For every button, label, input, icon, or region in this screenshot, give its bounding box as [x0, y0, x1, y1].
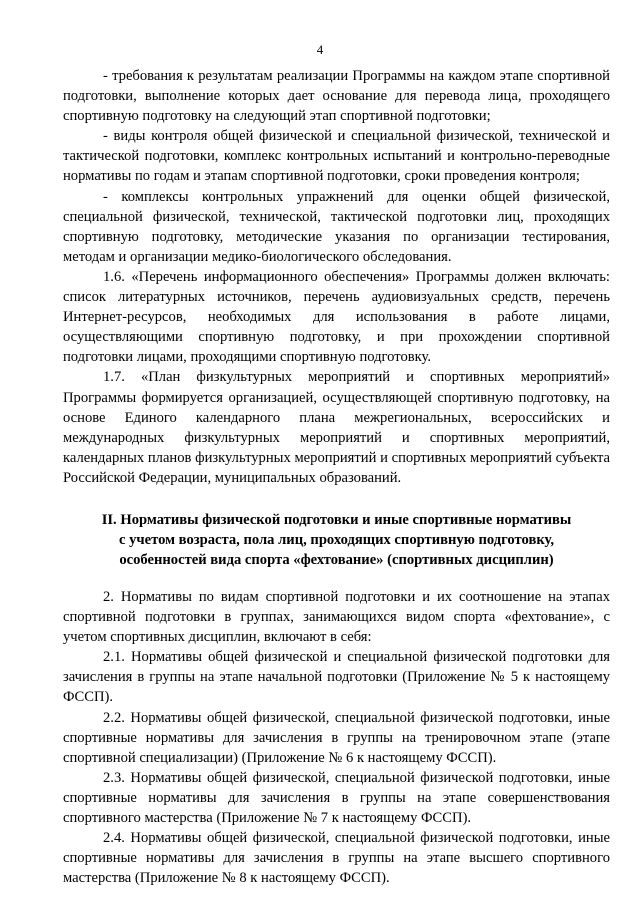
paragraph-2-2: 2.2. Нормативы общей физической, специальной физической подготовки, иные спортивные нормативы для зачисления в группы на тренировочном этапе (этапе спортивной специализации) (Приложение № 6 к настоящему ФССП).: [63, 709, 610, 766]
section-title-line: II. Нормативы физической подготовки и иные спортивные нормативы: [101, 511, 572, 528]
paragraph-1-7: 1.7. «План физкультурных мероприятий и спортивных мероприятий» Программы формируется организацией, осуществляющей спортивную подготовку, на основе Единого календарного плана межрегиональных, всероссийских и международных физкультурных мероприятий и спортивных мероприятий, календарных планов физкультурных мероприятий и спортивных мероприятий субъекта Российской Федерации, муниципальных образований.: [63, 369, 610, 486]
paragraph-2-1: 2.1. Нормативы общей физической и специальной физической подготовки для зачисления в группы на этапе начальной подготовки (Приложение № 5 к настоящему ФССП).: [63, 649, 610, 706]
paragraph-control-types: - виды контроля общей физической и специальной физической, технической и тактической подготовки, комплекс контрольных испытаний и контрольно-переводные нормативы по годам и этапам спортивной подготовки, сроки проведения контроля;: [63, 128, 610, 185]
section-title-line: с учетом возраста, пола лиц, проходящих спортивную подготовку,: [118, 531, 555, 548]
document-body: [63, 66, 610, 888]
section-title-line: особенностей вида спорта «фехтование» (спортивных дисциплин): [119, 551, 554, 568]
paragraph-2-3: 2.3. Нормативы общей физической, специальной физической подготовки, иные спортивные нормативы для зачисления в группы на этапе совершенствования спортивного мастерства (Приложение № 7 к настоящему ФССП).: [63, 769, 610, 826]
paragraph-2: 2. Нормативы по видам спортивной подготовки и их соотношение на этапах спортивной подготовки в группах, занимающихся видом спорта «фехтование», с учетом спортивных дисциплин, включают в себя:: [63, 588, 610, 646]
section-title: [63, 510, 610, 570]
paragraph-1-6: 1.6. «Перечень информационного обеспечения» Программы должен включать: список литературных источников, перечень аудиовизуальных средств, перечень Интернет-ресурсов, необходимых для использования в работе лицами, осуществляющими спортивную подготовку, и при прохождении спортивной подготовки лицами, проходящими спортивную подготовку.: [63, 268, 610, 366]
paragraph-2-4: 2.4. Нормативы общей физической, специальной физической подготовки, иные спортивные нормативы для зачисления в группы на этапе высшего спортивного мастерства (Приложение № 8 к настоящему ФССП).: [63, 830, 610, 887]
paragraph-requirements: - требования к результатам реализации Программы на каждом этапе спортивной подготовки, выполнение которых дает основание для перевода лица, проходящего спортивную подготовку на следующий этап спортивной подготовки;: [63, 68, 610, 125]
page-number: 4: [316, 42, 324, 57]
paragraph-control-exercises: - комплексы контрольных упражнений для оценки общей физической, специальной физической, технической, тактической подготовки лиц, проходящих спортивную подготовку, методические указания по организации тестирования, методам и организации медико-биологического обследования.: [63, 188, 610, 265]
